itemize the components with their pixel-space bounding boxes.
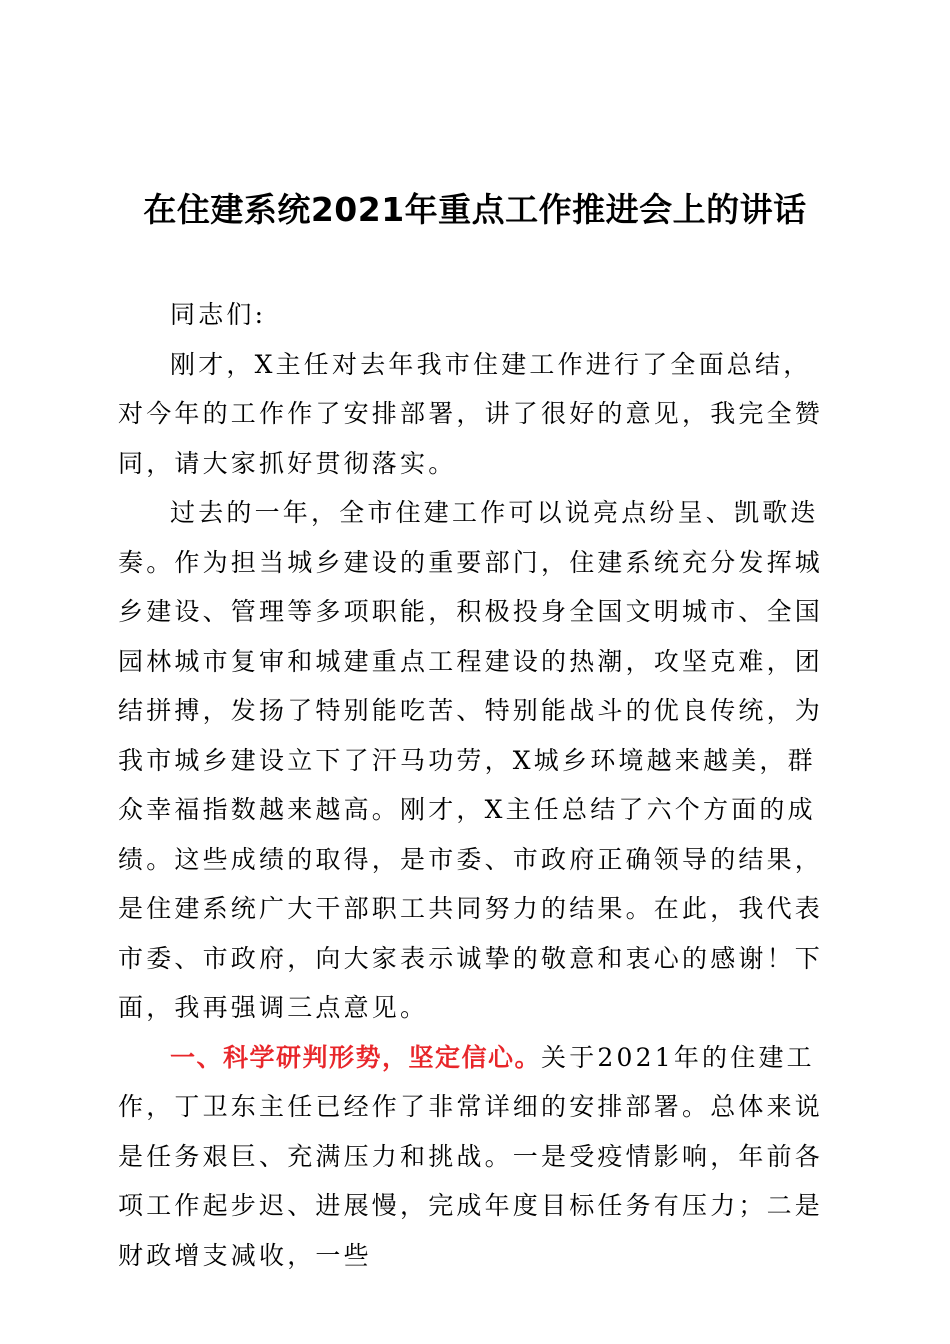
document-body [118,290,838,1280]
salutation: 同志们: [170,300,267,329]
paragraph-1: 刚才，X主任对去年我市住建工作进行了全面总结，对今年的工作作了安排部署，讲了很好的意见，我完全赞同，请大家抓好贯彻落实。 [118,349,824,478]
paragraph-3 [118,1033,838,1281]
section-heading-1: 一、科学研判形势，坚定信心。 [170,1042,542,1072]
section-text-1: 关于2021年的住建工作，丁卫东主任已经作了非常详细的安排部署。总体来说是任务艰巨、充满压力和挑战。一是受疫情影响，年前各项工作起步迟、进展慢，完成年度目标任务有压力；二是财政增支减收，一些 [118,1042,824,1270]
document-title: 在住建系统2021年重点工作推进会上的讲话 [143,190,807,229]
paragraph-2: 过去的一年，全市住建工作可以说亮点纷呈、凯歌迭奏。作为担当城乡建设的重要部门，住建系统充分发挥城乡建设、管理等多项职能，积极投身全国文明城市、全国园林城市复审和城建重点工程建设的热潮，攻坚克难，团结拼搏，发扬了特别能吃苦、特别能战斗的优良传统，为我市城乡建设立下了汗马功劳，X城乡环境越来越美，群众幸福指数越来越高。刚才，X主任总结了六个方面的成绩。这些成绩的取得，是市委、市政府正确领导的结果，是住建系统广大干部职工共同努力的结果。在此，我代表市委、市政府，向大家表示诚挚的敬意和衷心的感谢！下面，我再强调三点意见。 [118,498,824,1022]
